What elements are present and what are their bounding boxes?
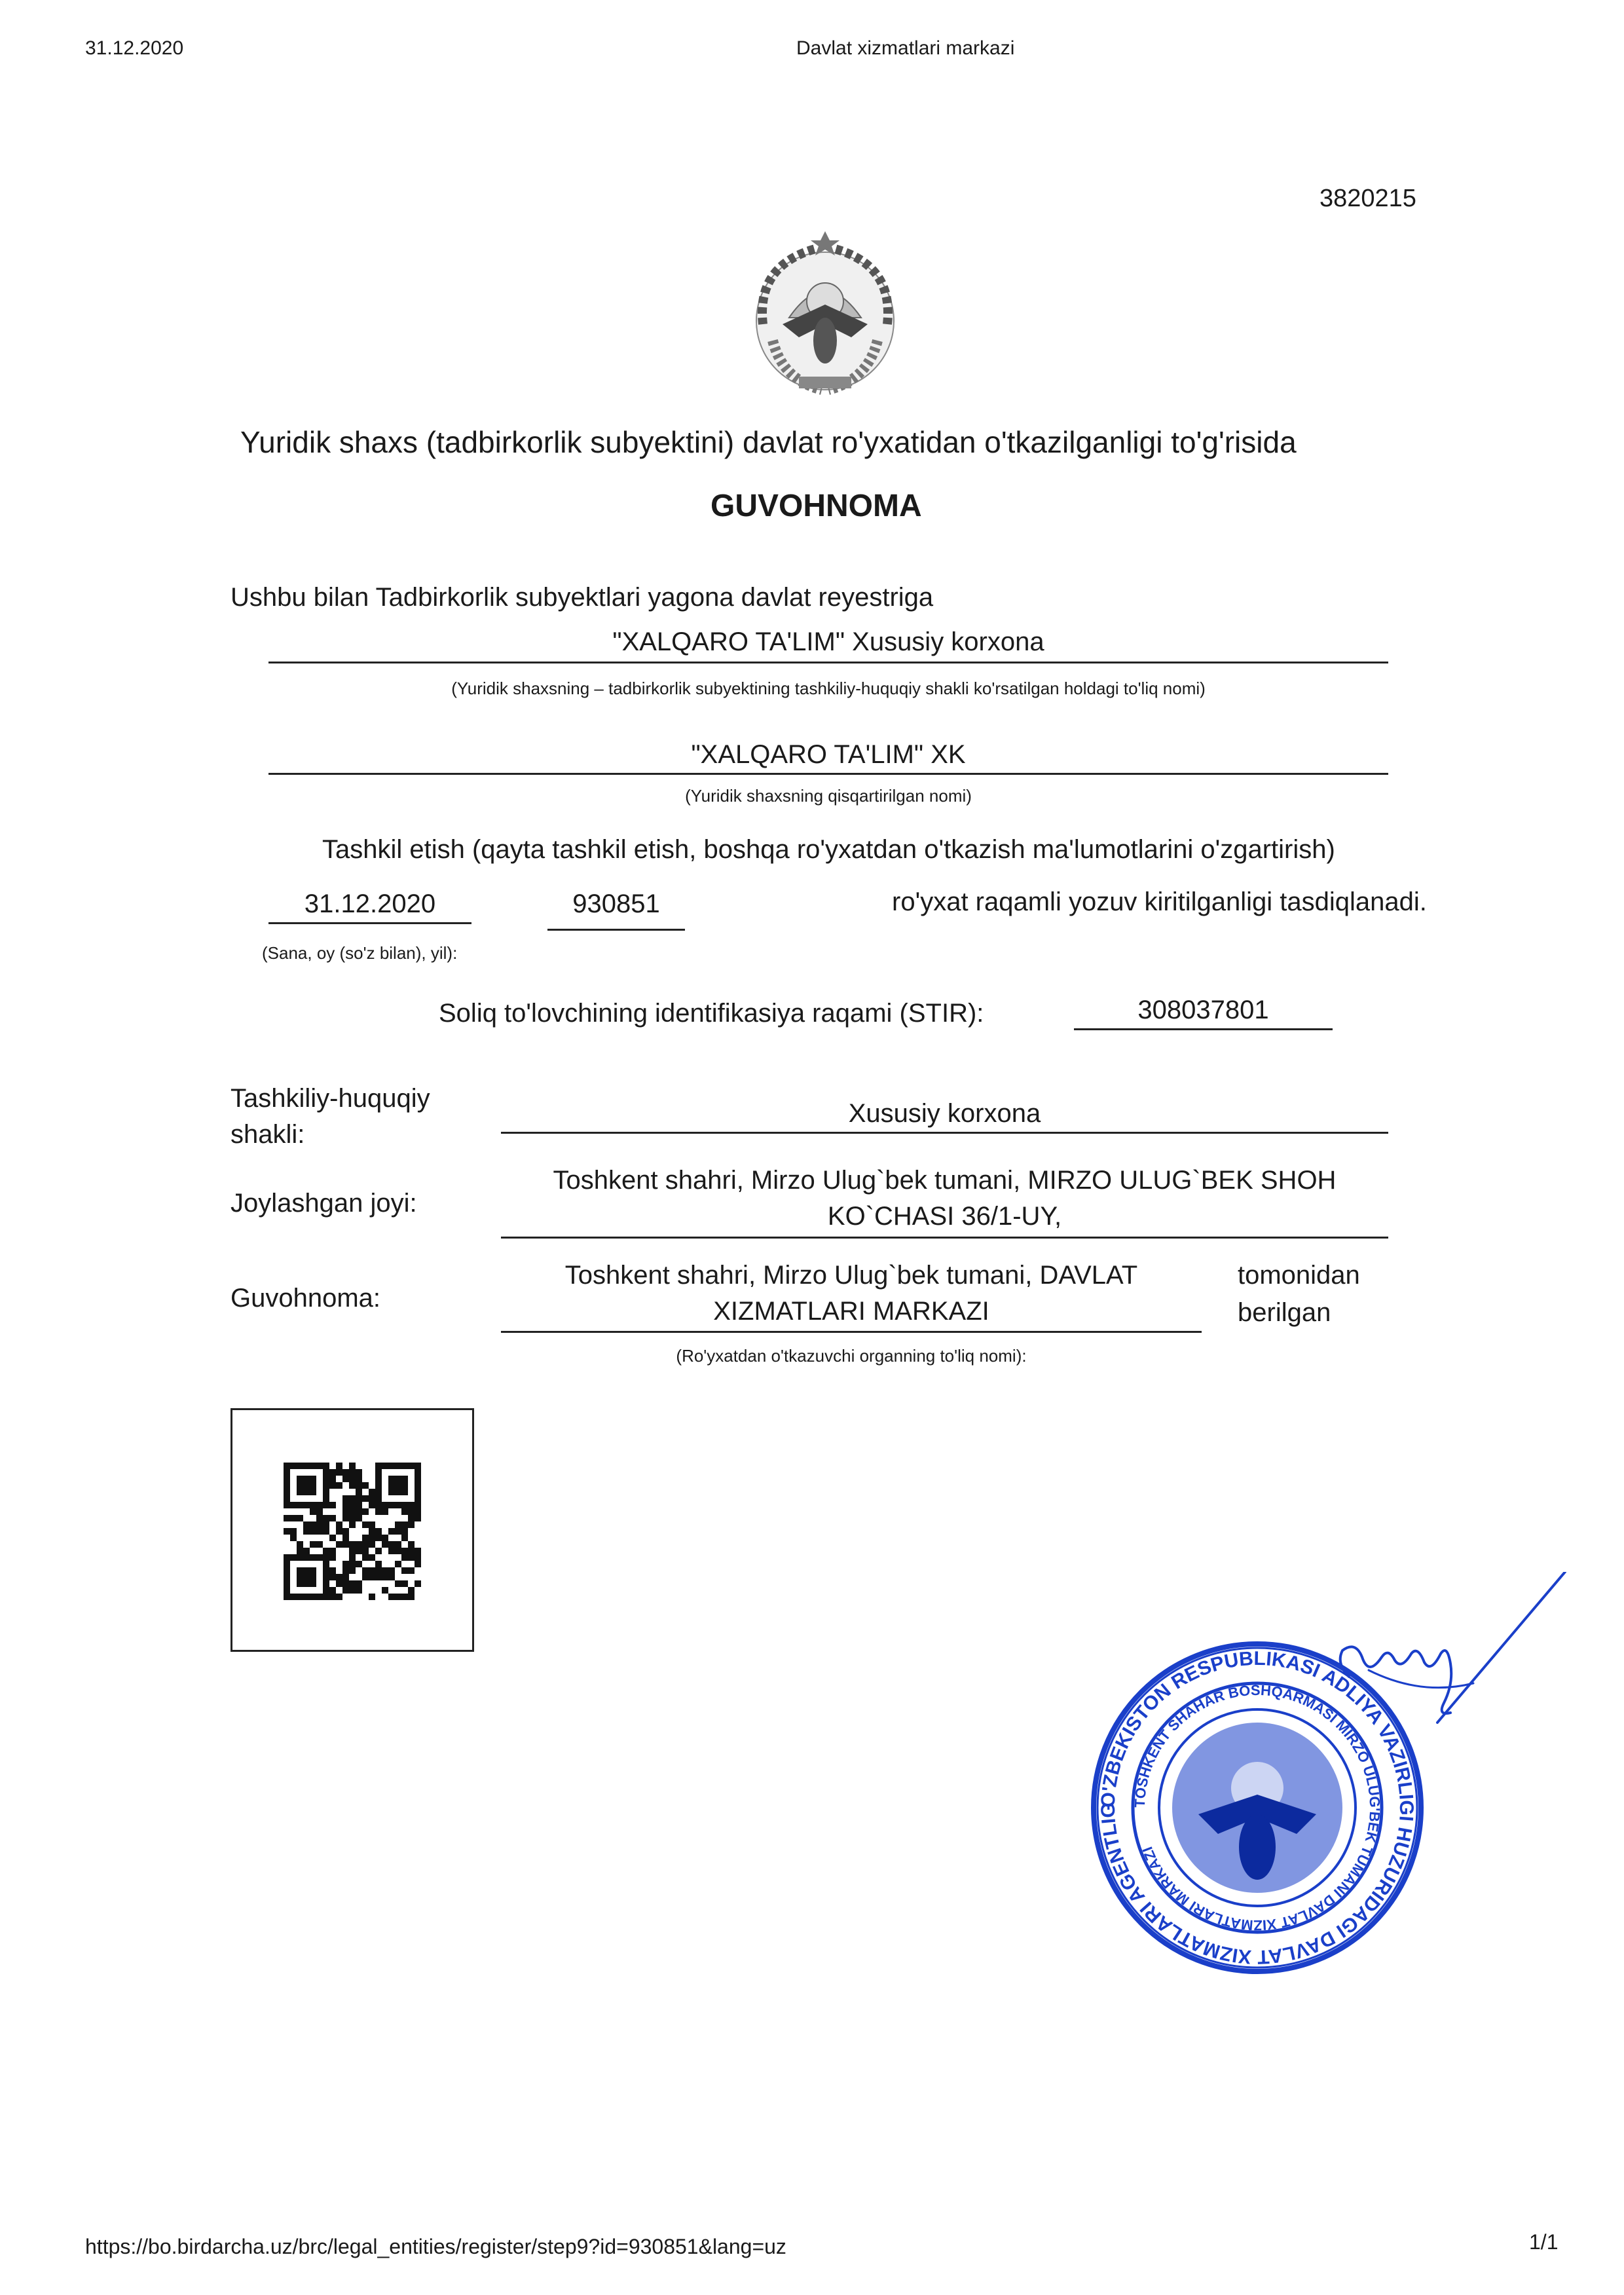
emblem-icon — [737, 226, 913, 403]
signature-icon — [1310, 1572, 1585, 1834]
qr-code-frame — [231, 1408, 474, 1652]
intro-text: Ushbu bilan Tadbirkorlik subyektlari yagona davlat reyestriga — [231, 583, 934, 612]
document-number: 3820215 — [1320, 185, 1416, 212]
address-label: Joylashgan joyi: — [231, 1189, 417, 1218]
registration-date-underline — [268, 922, 471, 924]
stamp-outer-text: O'ZBEKISTON RESPUBLIKASI ADLIYA VAZIRLIGI HUZURIDAGI DAVLAT XIZMATLARI AGENTLIG — [1097, 1647, 1418, 1968]
date-caption: (Sana, oy (so'z bilan), yil): — [262, 943, 458, 963]
registration-date: 31.12.2020 — [304, 889, 436, 918]
action-text: Tashkil etish (qayta tashkil etish, boshqa ro'yxatdan o'tkazish ma'lumotlarini o'zgartirish) — [322, 835, 1335, 864]
issuer-underline — [501, 1331, 1202, 1333]
short-name-underline — [268, 773, 1388, 775]
issuer-label: Guvohnoma: — [231, 1284, 381, 1313]
issuer-caption: (Ro'yxatdan o'tkazuvchi organning to'liq nomi): — [676, 1346, 1027, 1366]
full-name-caption: (Yuridik shaxsning – tadbirkorlik subyektining tashkiliy-huquqiy shakli ko'rsatilgan holdagi to'liq nomi) — [451, 679, 1206, 698]
address-line-2: KO`CHASI 36/1-UY, — [827, 1202, 1062, 1231]
legal-form-underline — [501, 1132, 1388, 1134]
legal-form-label-1: Tashkiliy-huquqiy — [231, 1084, 430, 1113]
stir-label: Soliq to'lovchining identifikasiya raqami (STIR): — [439, 999, 984, 1028]
document-title: Yuridik shaxs (tadbirkorlik subyektini) davlat ro'yxatidan o'tkazilganligi to'g'risida — [240, 425, 1297, 459]
legal-form-value: Xususiy korxona — [848, 1099, 1041, 1128]
full-name-underline — [268, 662, 1388, 663]
issuer-line-2: XIZMATLARI MARKAZI — [713, 1297, 989, 1326]
signature — [1310, 1572, 1585, 1834]
print-date: 31.12.2020 — [85, 37, 184, 59]
document-heading: GUVOHNOMA — [710, 489, 922, 523]
state-emblem — [737, 226, 913, 403]
stir-value: 308037801 — [1137, 996, 1269, 1024]
confirm-text: ro'yxat raqamli yozuv kiritilganligi tasdiqlanadi. — [892, 887, 1427, 916]
registration-number: 930851 — [572, 889, 660, 918]
issuer-suffix-1: tomonidan — [1238, 1261, 1360, 1290]
page-number: 1/1 — [1529, 2230, 1559, 2254]
site-title: Davlat xizmatlari markazi — [796, 37, 1015, 59]
issuer-suffix-2: berilgan — [1238, 1298, 1331, 1327]
short-name-value: "XALQARO TA'LIM" XK — [691, 740, 966, 769]
qr-code-icon — [284, 1463, 421, 1600]
footer-url: https://bo.birdarcha.uz/brc/legal_entities/register/step9?id=930851&lang=uz — [85, 2235, 786, 2258]
stir-underline — [1074, 1028, 1333, 1030]
short-name-caption: (Yuridik shaxsning qisqartirilgan nomi) — [685, 786, 972, 806]
issuer-line-1: Toshkent shahri, Mirzo Ulug`bek tumani, DAVLAT — [564, 1261, 1138, 1290]
stamp-inner-text: TOSHKENT SHAHAR BOSHQARMASI MIRZO ULUG'BEK TUMANI DAVLAT XIZMATLARI MARKAZI — [1131, 1681, 1384, 1934]
registration-number-underline — [547, 929, 685, 931]
address-underline — [501, 1237, 1388, 1239]
legal-form-label-2: shakli: — [231, 1120, 305, 1149]
address-line-1: Toshkent shahri, Mirzo Ulug`bek tumani, MIRZO ULUG`BEK SHOH — [553, 1166, 1337, 1195]
full-name-value: "XALQARO TA'LIM" Xususiy korxona — [612, 627, 1044, 656]
